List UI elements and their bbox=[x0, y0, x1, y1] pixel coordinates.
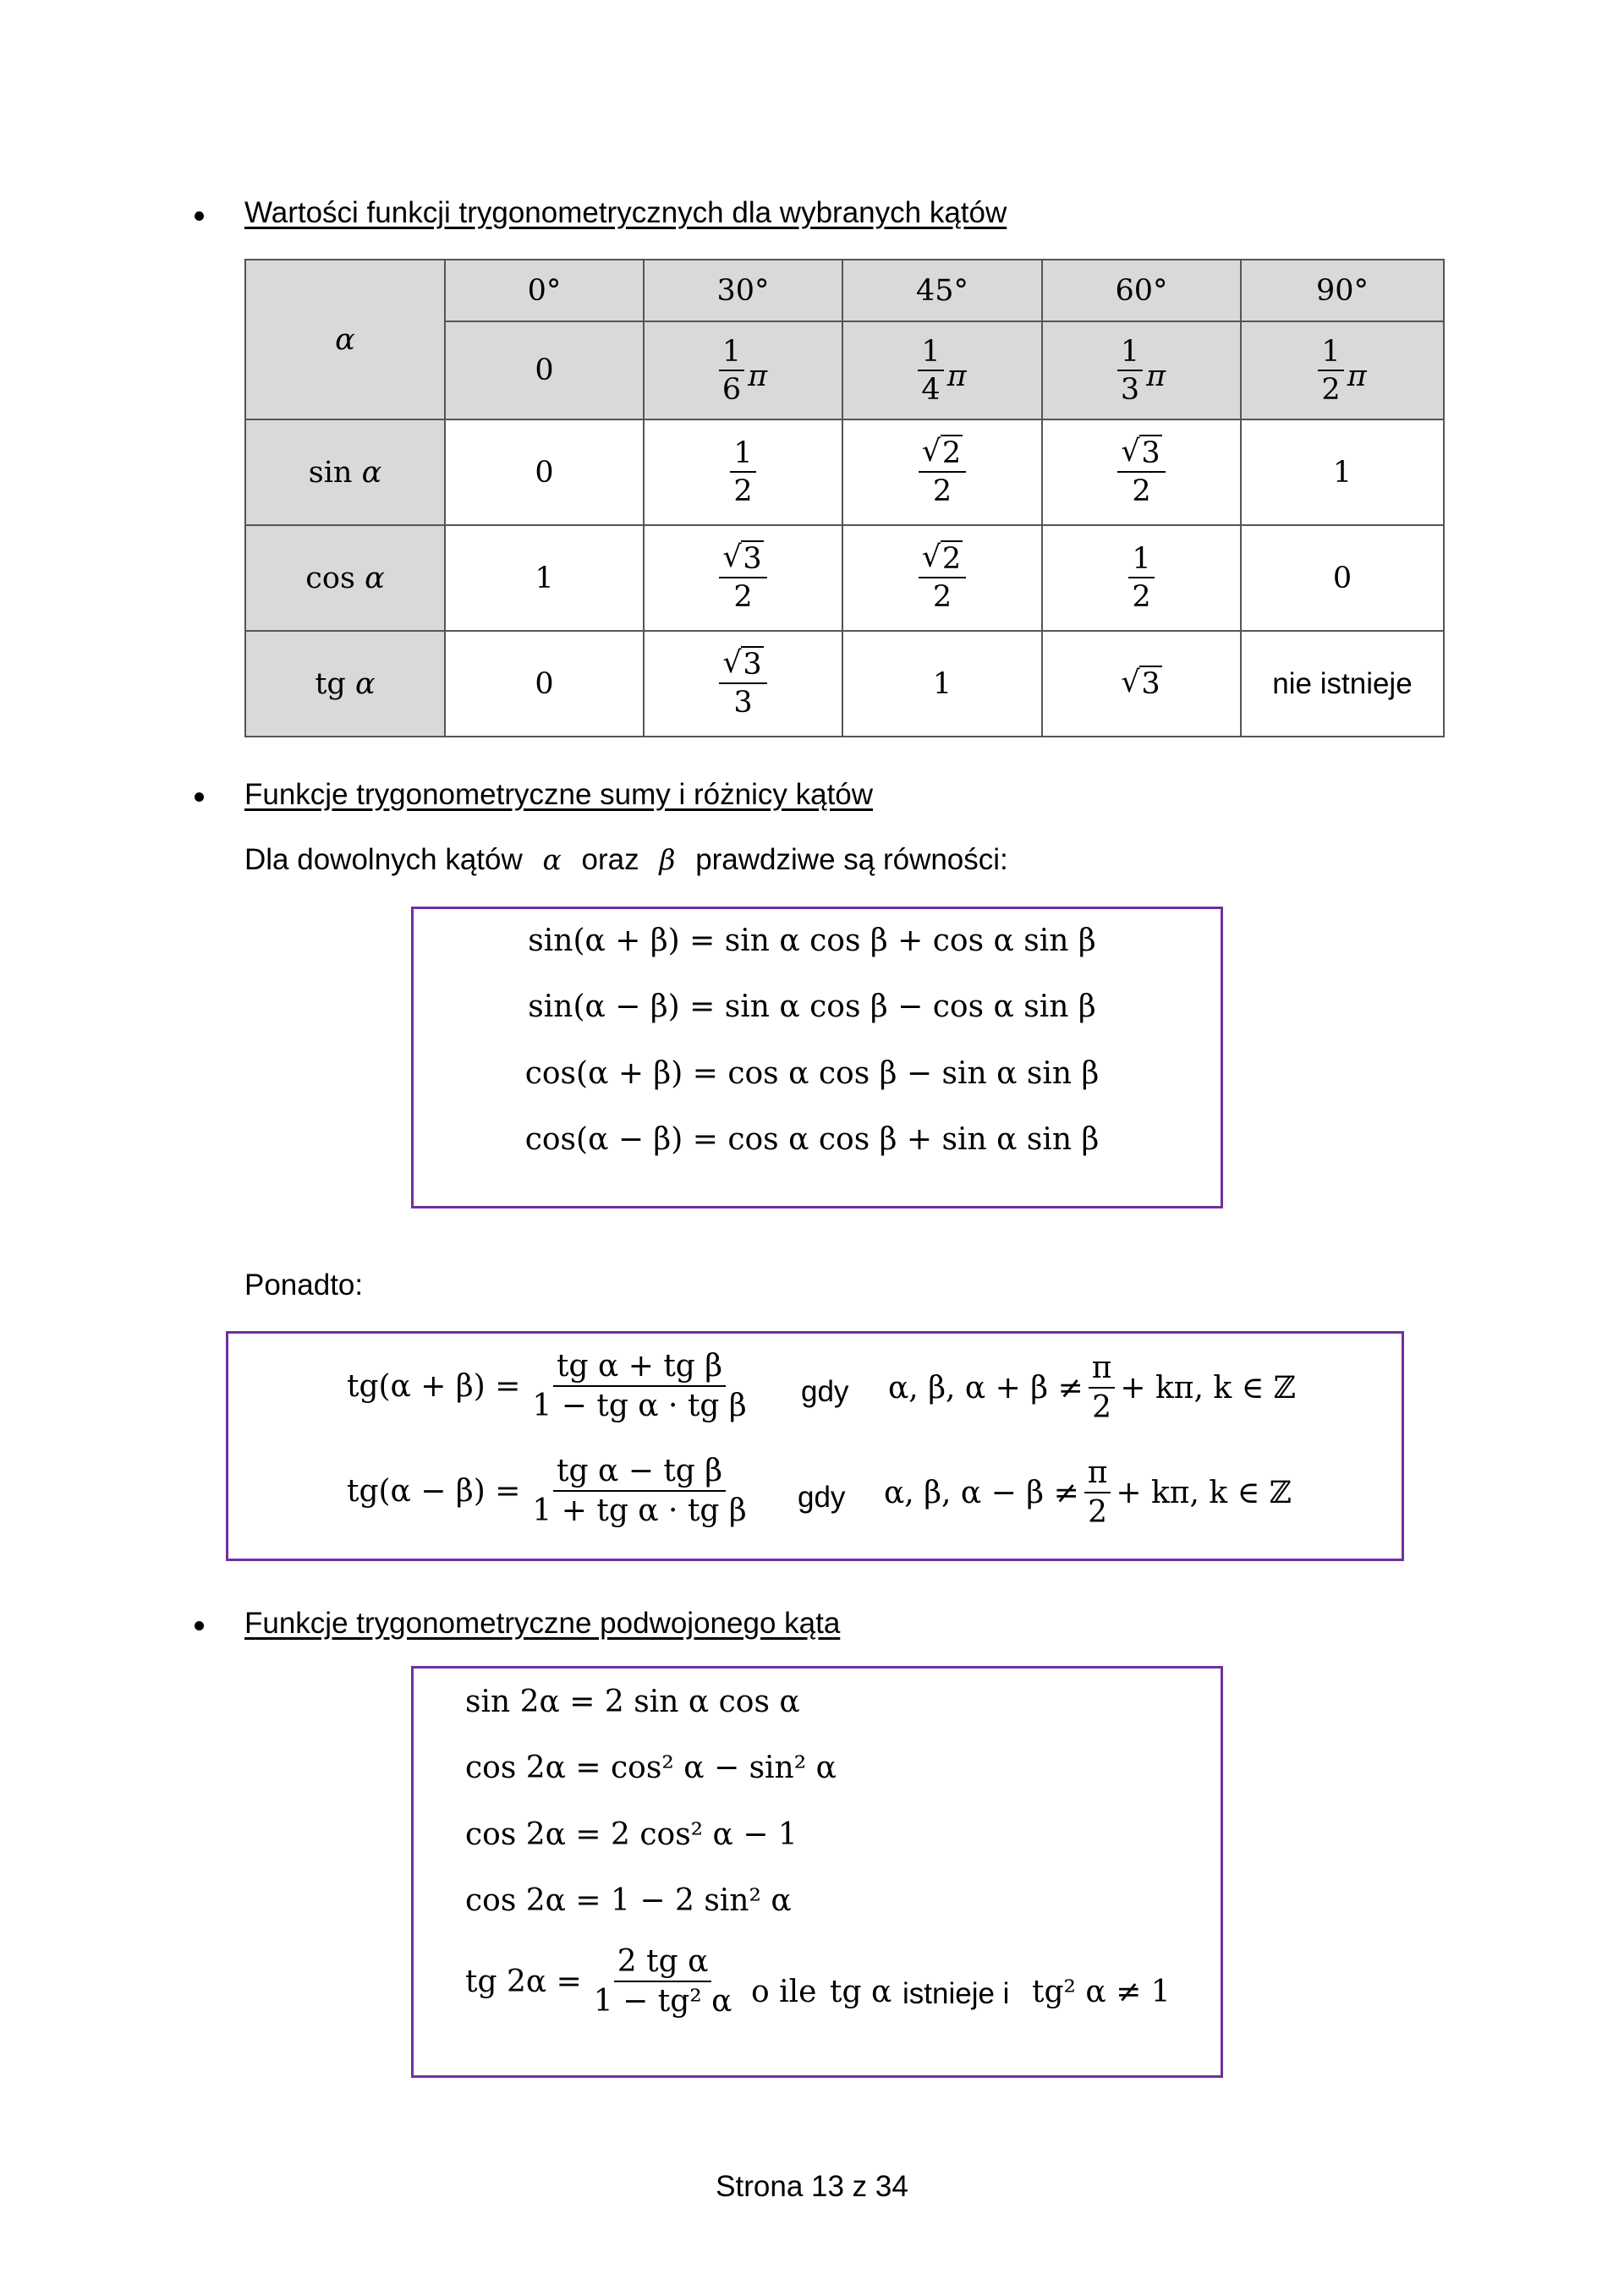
tg-2a-condition: tg² α ≠ 1 bbox=[1032, 1975, 1171, 2009]
deg-30: 30° bbox=[644, 260, 842, 321]
section-heading-double-angle: Funkcje trygonometryczne podwojonego kąta bbox=[244, 1607, 841, 1640]
rad-0: 0 bbox=[445, 321, 644, 419]
row-label-tg: tg α bbox=[245, 631, 445, 737]
sin-30: $\frac{1}{2}$ bbox=[644, 419, 842, 525]
bullet bbox=[195, 792, 204, 802]
tg-2a-tga: tg α bbox=[830, 1975, 892, 2009]
rad-30: $\frac{1}{6}$ π bbox=[644, 321, 842, 419]
intro-text: Dla dowolnych kątów α oraz β prawdziwe są równości: bbox=[244, 843, 1008, 876]
tg-diff-condition: α, β, α − β ≠ $\frac{\pi}{2}$ + kπ, k ∈ ℤ bbox=[884, 1455, 1292, 1530]
deg-45: 45° bbox=[842, 260, 1042, 321]
formula-sin-sum: sin(α + β) = sin α cos β + cos α sin β bbox=[528, 923, 1096, 958]
deg-90: 90° bbox=[1241, 260, 1444, 321]
tg-60: √ 3 bbox=[1042, 631, 1241, 737]
formula-cos-2a-2: cos 2α = 2 cos² α − 1 bbox=[465, 1817, 798, 1852]
gdy-label: gdy bbox=[798, 1481, 846, 1514]
tg-90: nie istnieje bbox=[1241, 631, 1444, 737]
formula-cos-diff: cos(α − β) = cos α cos β + sin α sin β bbox=[524, 1122, 1100, 1157]
tg-2a-istnieje: istnieje i bbox=[903, 1977, 1010, 2010]
cos-30: √ $\frac{3}{2}$ bbox=[644, 525, 842, 631]
deg-60: 60° bbox=[1042, 260, 1241, 321]
formula-sin-diff: sin(α − β) = sin α cos β − cos α sin β bbox=[528, 989, 1096, 1024]
formula-tg-diff: tg(α − β) = $\frac{\text{tg α − tg β}}{\text{1 + tg α · tg β}}$ bbox=[347, 1454, 747, 1528]
cos-0: 1 bbox=[445, 525, 644, 631]
sin-60: √ $\frac{3}{2}$ bbox=[1042, 419, 1241, 525]
formula-tg-2a: tg 2α = $\frac{\text{2 tg α}}{\text{1 − tg² α}}$ bbox=[465, 1944, 732, 2019]
cos-45: √ $\frac{2}{2}$ bbox=[842, 525, 1042, 631]
deg-0: 0° bbox=[445, 260, 644, 321]
bullet bbox=[195, 211, 204, 221]
cos-60: $\frac{1}{2}$ bbox=[1042, 525, 1241, 631]
section-heading-sum-diff: Funkcje trygonometryczne sumy i różnicy kątów bbox=[244, 778, 874, 811]
rad-60: $\frac{1}{3}$ π bbox=[1042, 321, 1241, 419]
page-footer: Strona 13 z 34 bbox=[716, 2170, 908, 2203]
tg-sum-condition: α, β, α + β ≠ $\frac{\pi}{2}$ + kπ, k ∈ ℤ bbox=[888, 1351, 1296, 1425]
formula-tg-sum: tg(α + β) = $\frac{\text{tg α + tg β}}{\text{1 − tg α · tg β}}$ bbox=[347, 1349, 747, 1423]
tg-2a-oile: o ile bbox=[751, 1975, 817, 2009]
rad-45: $\frac{1}{4}$ π bbox=[842, 321, 1042, 419]
cos-90: 0 bbox=[1241, 525, 1444, 631]
trig-values-table bbox=[244, 259, 1445, 737]
section-heading-values: Wartości funkcji trygonometrycznych dla wybranych kątów bbox=[244, 196, 1007, 229]
tg-45: 1 bbox=[842, 631, 1042, 737]
row-label-cos: cos α bbox=[245, 525, 445, 631]
row-label-sin: sin α bbox=[245, 419, 445, 525]
formula-cos-2a-3: cos 2α = 1 − 2 sin² α bbox=[465, 1883, 792, 1918]
tg-0: 0 bbox=[445, 631, 644, 737]
formula-sin-2a: sin 2α = 2 sin α cos α bbox=[465, 1685, 800, 1719]
gdy-label: gdy bbox=[801, 1375, 849, 1408]
sin-45: √ $\frac{2}{2}$ bbox=[842, 419, 1042, 525]
tg-30: √ $\frac{3}{3}$ bbox=[644, 631, 842, 737]
formula-cos-sum: cos(α + β) = cos α cos β − sin α sin β bbox=[524, 1056, 1100, 1091]
rad-90: $\frac{1}{2}$ π bbox=[1241, 321, 1444, 419]
bullet bbox=[195, 1621, 204, 1630]
alpha-header: α bbox=[245, 260, 445, 419]
sin-0: 0 bbox=[445, 419, 644, 525]
sin-90: 1 bbox=[1241, 419, 1444, 525]
formula-cos-2a-1: cos 2α = cos² α − sin² α bbox=[465, 1751, 837, 1785]
ponadto-label: Ponadto: bbox=[244, 1269, 364, 1301]
